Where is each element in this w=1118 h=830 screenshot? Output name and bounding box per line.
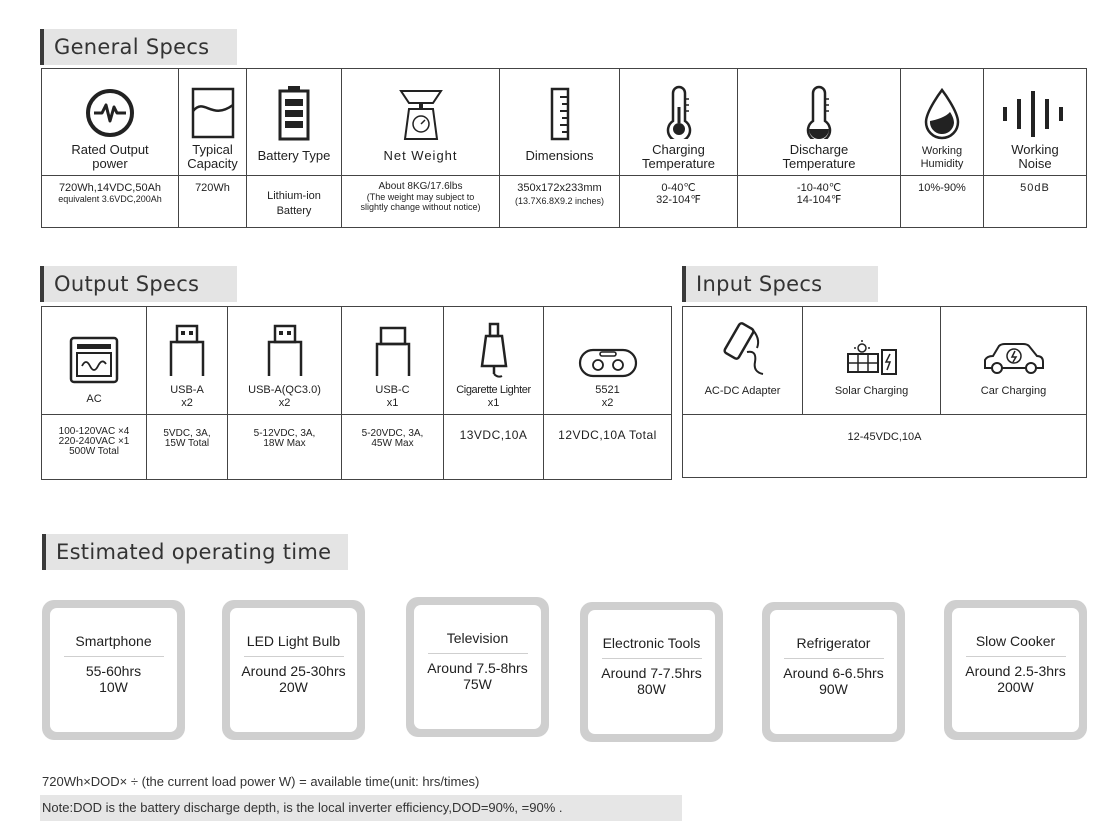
output-label: Cigarette Lighter (456, 384, 531, 396)
spec-working-humidity (901, 69, 984, 227)
sound-wave-icon (999, 81, 1071, 139)
spec-label: Humidity (920, 158, 964, 170)
output-specs-title-text: Output Specs (54, 272, 200, 296)
output-label: x2 (601, 397, 614, 409)
output-label: USB-A (170, 384, 204, 396)
device-time: Around 6-6.5hrs (783, 665, 884, 681)
spec-label: Working (1011, 142, 1059, 157)
output-value: 5-20VDC, 3A, (361, 428, 424, 439)
output-value: 18W Max (263, 438, 306, 449)
car-charging-icon (981, 332, 1047, 376)
spec-label: Temperature (782, 156, 856, 171)
spec-value: 10%-90% (918, 182, 966, 194)
spec-label: Rated Output power (71, 142, 149, 171)
device-time: Around 2.5-3hrs (965, 663, 1066, 679)
spec-value: 350x172x233mm (517, 182, 602, 194)
output-label: x1 (386, 397, 399, 409)
input-car-charging (941, 307, 1086, 414)
device-time: Around 7-7.5hrs (601, 665, 702, 681)
scale-icon (397, 83, 445, 141)
spec-value: 0-40℃ (661, 182, 696, 194)
usb-a-icon (167, 320, 207, 378)
dc-port-icon (578, 320, 638, 378)
output-5521 (544, 307, 671, 479)
output-specs-table (41, 306, 672, 480)
runtime-formula: 720Wh×DOD× ÷ (the current load power W) = available time(unit: hrs/times) (42, 774, 480, 789)
output-label: 5521 (595, 384, 620, 396)
adapter-icon (717, 316, 769, 376)
output-ac (42, 307, 147, 479)
spec-value: (13.7X6.8X9.2 inches) (514, 196, 605, 206)
device-time: 55-60hrs (85, 663, 142, 679)
ac-outlet-icon (69, 324, 119, 384)
input-specs-title (682, 266, 878, 302)
output-value: 220-240VAC ×1 (58, 436, 130, 447)
device-power: 75W (463, 676, 492, 692)
spec-label: Charging (652, 142, 705, 157)
car-plug-icon (476, 320, 512, 382)
pulse-circle-icon (82, 79, 138, 137)
spec-label: Capacity (187, 156, 238, 171)
dod-note: Note:DOD is the battery discharge depth, is the local inverter efficiency,DOD=90%, =90% . (40, 795, 682, 821)
spec-value: -10-40℃ (796, 182, 842, 194)
device-time: Around 25-30hrs (241, 663, 346, 679)
output-value: 5VDC, 3A, (163, 428, 211, 439)
general-specs-table (41, 68, 1087, 228)
spec-label: Working (921, 145, 963, 157)
spec-value: Lithium-ion (267, 190, 321, 202)
output-usb-c (342, 307, 444, 479)
spec-net-weight (342, 69, 500, 227)
output-label: USB-C (375, 384, 410, 396)
spec-label: Dimensions (525, 148, 594, 163)
spec-value: 32-104℉ (656, 194, 701, 206)
output-specs-title (40, 266, 237, 302)
device-name: Television (446, 630, 509, 646)
spec-battery-type (247, 69, 342, 227)
device-power: 80W (637, 681, 666, 697)
operating-card (944, 600, 1087, 740)
spec-label: Typical (192, 142, 233, 157)
input-specs-table (682, 306, 1087, 478)
water-drop-icon (922, 83, 962, 141)
spec-label: Noise (1018, 156, 1052, 171)
device-power: 20W (279, 679, 308, 695)
spec-value: 14-104℉ (796, 194, 842, 206)
spec-value: 720Wh (195, 182, 230, 194)
solar-panel-icon (844, 332, 900, 376)
ruler-icon (550, 85, 570, 141)
input-label: Car Charging (980, 385, 1047, 397)
device-power: 10W (99, 679, 128, 695)
general-specs-title-text: General Specs (54, 35, 210, 59)
output-label: x1 (487, 397, 500, 409)
usb-c-icon (373, 320, 413, 378)
spec-value: (The weight may subject to (366, 192, 475, 202)
spec-discharge-temperature (738, 69, 901, 227)
input-label: AC-DC Adapter (704, 385, 781, 397)
spec-value: slightly change without notice) (360, 202, 481, 212)
output-value: 13VDC,10A (459, 428, 528, 442)
operating-time-title-text: Estimated operating time (56, 540, 332, 564)
device-power: 200W (997, 679, 1034, 695)
spec-value: 720Wh,14VDC,50Ah (58, 182, 162, 194)
output-label: x2 (278, 397, 291, 409)
spec-value: Battery (276, 205, 312, 217)
output-value: 15W Total (164, 438, 210, 449)
output-cigarette-lighter (444, 307, 544, 479)
device-name: Electronic Tools (602, 635, 701, 651)
input-solar-charging (803, 307, 941, 414)
general-specs-title (40, 29, 237, 65)
device-power: 90W (819, 681, 848, 697)
output-value: 5-12VDC, 3A, (253, 428, 316, 439)
spec-label: Discharge (789, 142, 849, 157)
device-name: Smartphone (75, 633, 152, 649)
operating-card (42, 600, 185, 740)
input-label: Solar Charging (834, 385, 909, 397)
spec-charging-temperature (620, 69, 738, 227)
output-usb-a (147, 307, 228, 479)
operating-time-title (42, 534, 348, 570)
spec-rated-output (42, 69, 179, 227)
operating-card (580, 602, 723, 742)
spec-value: equivalent 3.6VDC,200Ah (58, 194, 162, 204)
input-value: 12-45VDC,10A (847, 431, 922, 443)
spec-label: Net Weight (383, 148, 458, 163)
output-value: 45W Max (371, 438, 414, 449)
output-value: 12VDC,10A Total (558, 428, 657, 442)
spec-working-noise (984, 69, 1086, 227)
device-name: LED Light Bulb (246, 633, 341, 649)
spec-dimensions (500, 69, 620, 227)
thermometer-icon (804, 81, 834, 139)
operating-card (762, 602, 905, 742)
spec-value: About 8KG/17.6lbs (378, 181, 463, 192)
input-ac-dc-adapter (683, 307, 803, 414)
spec-value: 50dB (1020, 182, 1050, 194)
device-time: Around 7.5-8hrs (427, 660, 528, 676)
capacity-curve-icon (191, 79, 235, 139)
battery-icon (278, 85, 310, 141)
operating-card (406, 597, 549, 737)
spec-typical-capacity (179, 69, 247, 227)
input-specs-title-text: Input Specs (696, 272, 823, 296)
device-name: Refrigerator (796, 635, 871, 651)
output-label: x2 (181, 397, 193, 409)
output-value: 100-120VAC ×4 (58, 426, 130, 437)
operating-card (222, 600, 365, 740)
device-name: Slow Cooker (975, 633, 1056, 649)
output-usb-a-qc (228, 307, 342, 479)
thermometer-icon (664, 81, 694, 139)
spec-label: Battery Type (257, 148, 331, 163)
usb-a-qc-icon (265, 320, 305, 378)
output-value: 500W Total (69, 446, 119, 457)
output-label: AC (86, 393, 102, 405)
spec-label: Temperature (642, 156, 715, 171)
output-label: USB-A(QC3.0) (248, 384, 321, 396)
